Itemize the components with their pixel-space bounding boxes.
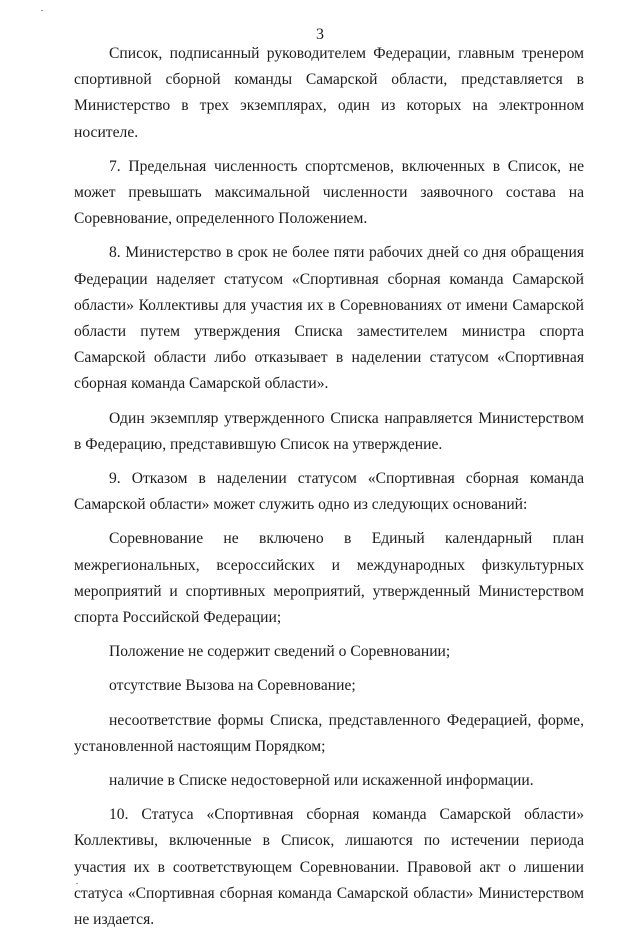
paragraph-list-submission: Список, подписанный руководителем Федерации, главным тренером спортивной сборной команды Самарской области, представляется в Министерство в трех экземплярах, один из которых на электронном носителе. <box>74 45 584 141</box>
paragraph-8: 8. Министерство в срок не более пяти рабочих дней со дня обращения Федерации наделяет статусом «Спортивная сборная команда Самарской области» Коллективы для участия их в Соревнованиях от имени Самарской области путем утверждения Списка заместителем министра спорта Самарской области либо отказывает в наделении статусом «Спортивная сборная команда Самарской области». <box>74 244 584 393</box>
refusal-ground-2: Положение не содержит сведений о Соревновании; <box>109 643 451 661</box>
paragraph-8-copy: Один экземпляр утвержденного Списка направляется Министерством в Федерацию, представившую Список на утверждение. <box>74 409 584 453</box>
refusal-ground-4: несоответствие формы Списка, представленного Федерацией, форме, установленной настоящим Порядком; <box>74 711 584 755</box>
page-number: 3 <box>316 26 324 43</box>
document-body <box>74 41 584 933</box>
refusal-ground-1: Соревнование не включено в Единый календарный план межрегиональных, всероссийских и международных физкультурных мероприятий и спортивных мероприятий, утвержденный Министерством спорта Российской Федерации; <box>74 530 584 627</box>
paragraph-7: 7. Предельная численность спортсменов, включенных в Список, не может превышать максимальной численности заявочного состава на Соревнование, определенного Положением. <box>74 157 584 228</box>
scan-speck <box>41 10 43 11</box>
refusal-ground-3: отсутствие Вызова на Соревнование; <box>109 677 356 695</box>
refusal-ground-5: наличие в Списке недостоверной или искаженной информации. <box>109 772 534 790</box>
paragraph-10: 10. Статуса «Спортивная сборная команда Самарской области» Коллективы, включенные в Список, лишаются по истечении периода участия их в соответствующем Соревновании. Правовой акт о лишении статуса «Спортивная сборная команда Самарской области» Министерством не издается. <box>74 806 584 929</box>
paragraph-9: 9. Отказом в наделении статусом «Спортивная сборная команда Самарской области» может служить одно из следующих оснований: <box>74 470 584 514</box>
